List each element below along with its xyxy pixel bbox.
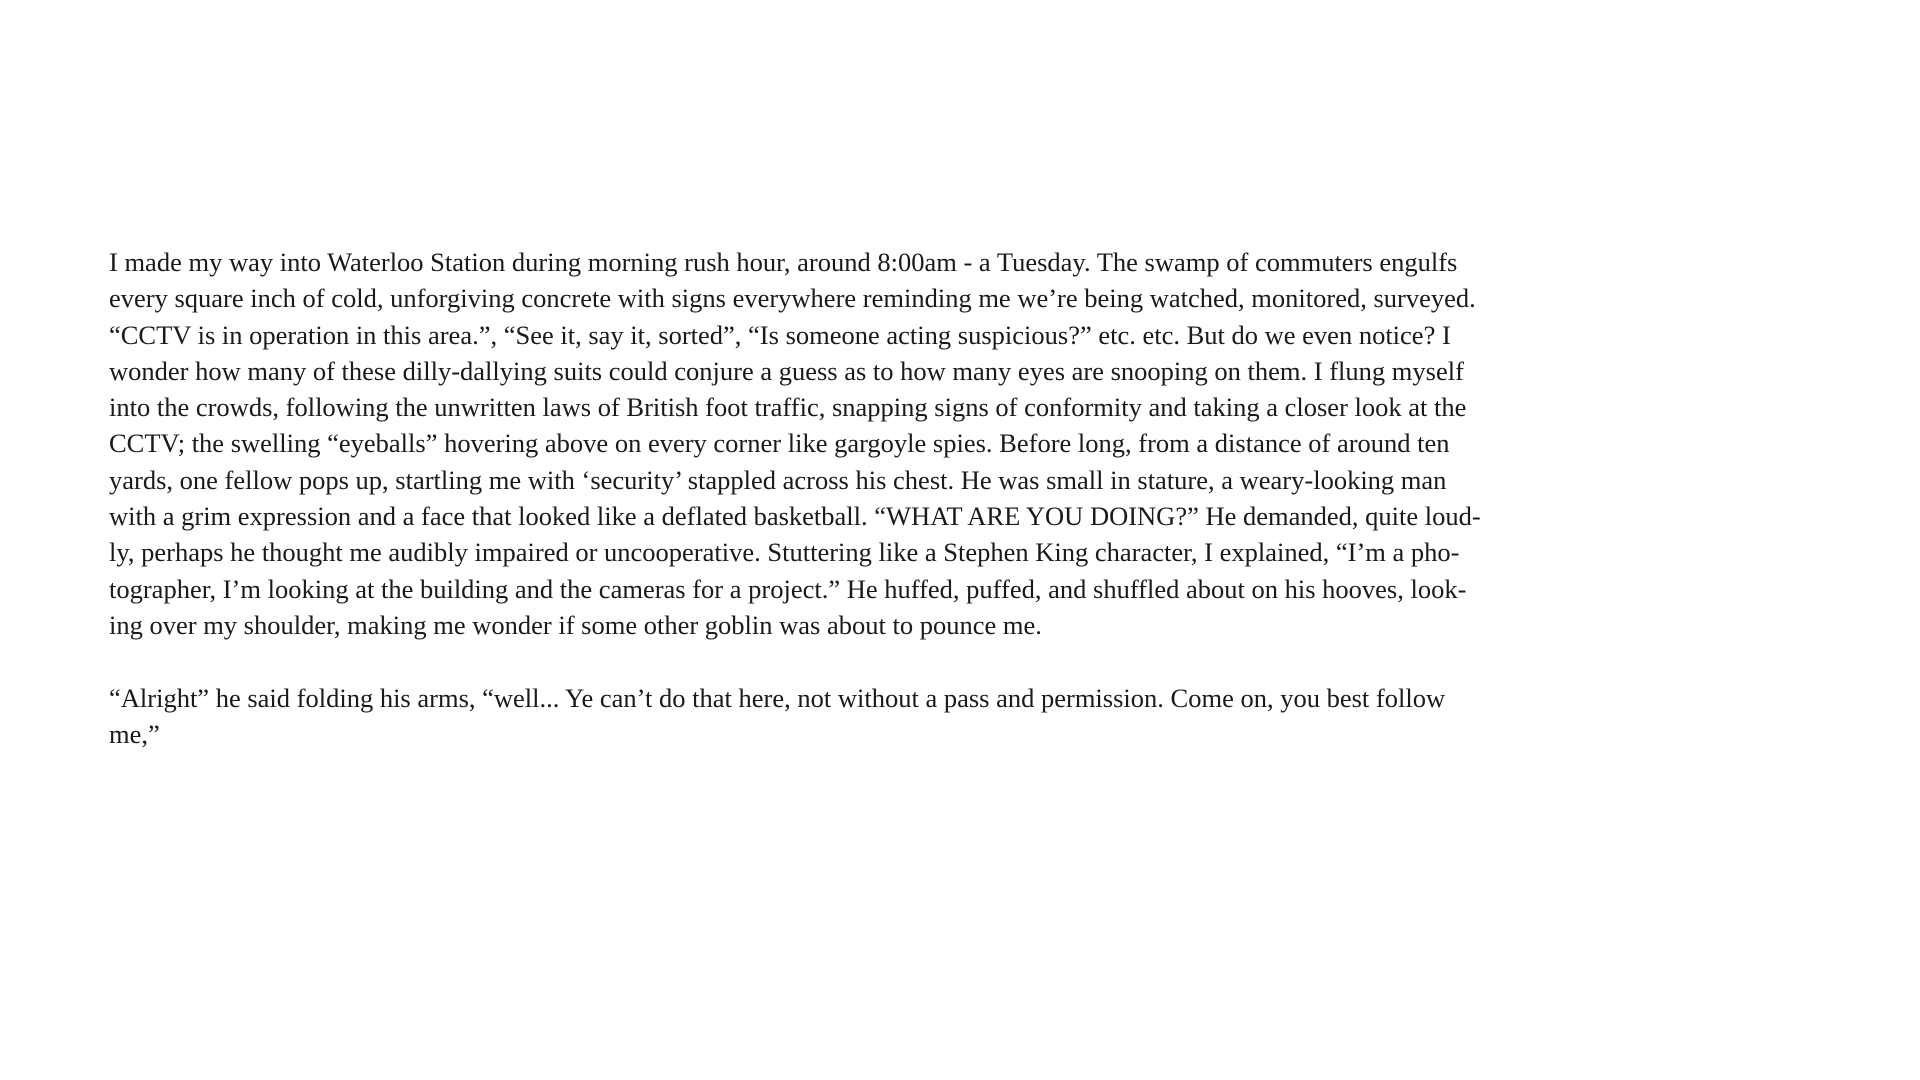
text-line: into the crowds, following the unwritten laws of British foot traffic, snapping signs of conformity and taking a closer look at the [109,392,1467,423]
text-line: ing over my shoulder, making me wonder if some other goblin was about to pounce me. [109,609,1042,640]
body-text [109,244,1689,752]
paragraph-1 [109,244,1689,643]
text-line: yards, one fellow pops up, startling me with ‘security’ stappled across his chest. He was small in stature, a weary-looking man [109,464,1447,495]
text-line: CCTV; the swelling “eyeballs” hovering above on every corner like gargoyle spies. Before long, from a distance of around ten [109,428,1450,459]
text-line: with a grim expression and a face that looked like a deflated basketball. “WHAT ARE YOU DOING?” He demanded, quite loud- [109,501,1481,532]
text-line: me,” [109,718,160,749]
text-line: wonder how many of these dilly-dallying suits could conjure a guess as to how many eyes are snooping on them. I flung myself [109,355,1464,386]
text-line: tographer, I’m looking at the building and the cameras for a project.” He huffed, puffed, and shuffled about on his hooves, look- [109,573,1467,604]
text-line: “CCTV is in operation in this area.”, “See it, say it, sorted”, “Is someone acting suspicious?” etc. etc. But do we even notice? I [109,319,1451,350]
text-line: I made my way into Waterloo Station during morning rush hour, around 8:00am - a Tuesday. The swamp of commuters engulfs [109,247,1458,277]
paragraph-2 [109,680,1689,753]
text-line: ly, perhaps he thought me audibly impaired or uncooperative. Stuttering like a Stephen King character, I explained, “I’m a pho- [109,537,1460,568]
text-line: every square inch of cold, unforgiving concrete with signs everywhere reminding me we’re being watched, monitored, surveyed. [109,283,1476,314]
paragraph-spacer [109,643,1689,679]
text-line: “Alright” he said folding his arms, “well... Ye can’t do that here, not without a pass and permission. Come on, you best follow [109,682,1446,713]
